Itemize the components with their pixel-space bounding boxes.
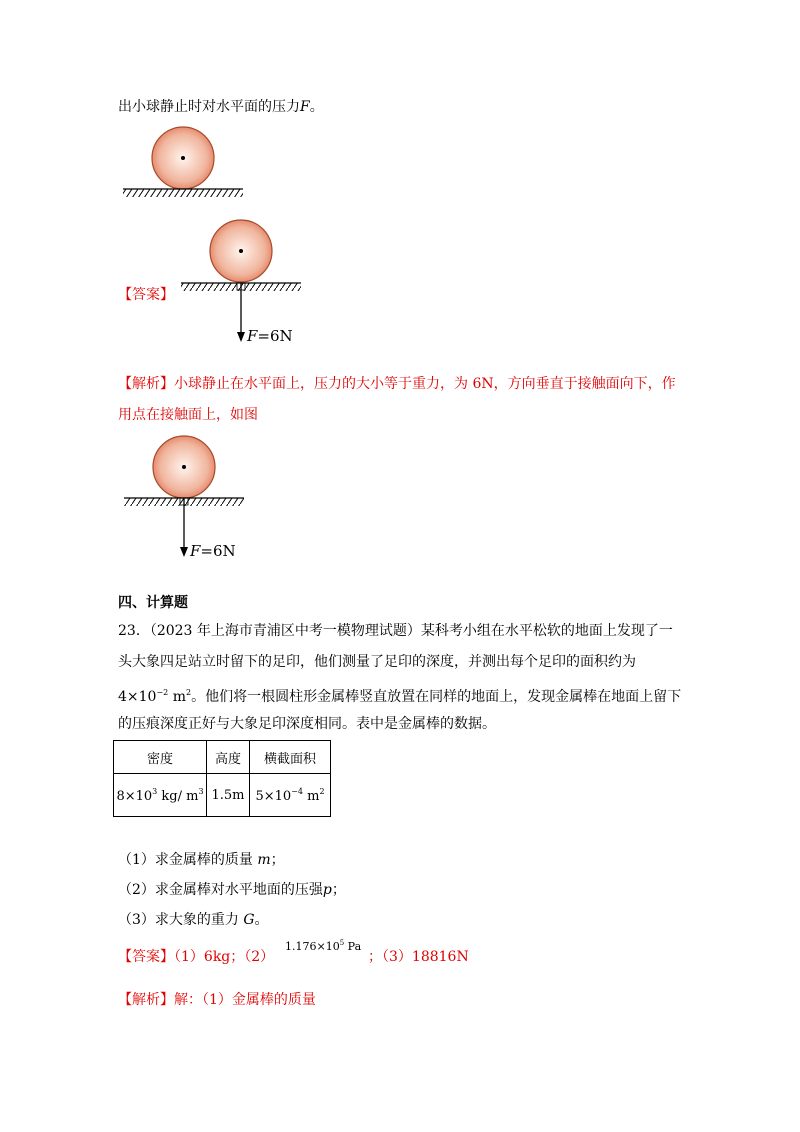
sub-question-3 (118, 910, 269, 930)
answer-tag-1: 【答案】 (118, 287, 174, 303)
sub-question-1-text: （1）求金属棒的质量 (118, 852, 258, 868)
table-row (114, 774, 331, 817)
cell-height: 1.5m (207, 774, 250, 817)
density-exp: 3 (152, 786, 158, 796)
sub-question-1-var: m (257, 852, 271, 868)
sub-question-1-end: ； (270, 852, 285, 868)
area-unit-exp: 2 (319, 786, 325, 796)
cell-area (250, 774, 331, 817)
q23-line-4: 的压痕深度正好与大象足印深度相同。表中是金属棒的数据。 (118, 716, 496, 732)
section-title: 四、计算题 (118, 595, 188, 611)
sub-question-3-text: （3）求大象的重力 (118, 912, 244, 928)
answer-tag-2: 【答案】 (118, 949, 174, 965)
intro-end: 。 (309, 99, 324, 115)
force-value-1: =6N (257, 327, 293, 345)
analysis-1-text-1: 小球静止在水平面上，压力的大小等于重力，为 6N，方向垂直于接触面向下，作 (174, 376, 676, 392)
intro-force-var: F (300, 99, 310, 115)
analysis-tag-1: 【解析】 (118, 376, 174, 392)
force-arrow-2 (180, 498, 188, 557)
force-var-1: F (247, 327, 258, 345)
answer-2-part-1: （1）6kg；（2） (174, 949, 275, 965)
header-density: 密度 (114, 741, 207, 774)
analysis-2-line (118, 990, 316, 1010)
table-header-row (114, 741, 331, 774)
pressure-answer-value (285, 936, 361, 954)
area-exp: −4 (291, 786, 303, 796)
sub-question-1 (118, 850, 285, 870)
footprint-unit-exp: 2 (185, 688, 192, 697)
pressure-exp: 5 (339, 939, 345, 947)
footprint-exp: −2 (156, 688, 169, 697)
q23-line-3-text: 。他们将一根圆柱形金属棒竖直放置在同样的地面上，发现金属棒在地面上留下 (191, 689, 682, 705)
analysis-1-line-2: 用点在接触面上，如图 (118, 407, 258, 423)
q23-line-1: 23．（2023 年上海市青浦区中考一模物理试题）某科考小组在水平松软的地面上发现了一 (118, 623, 673, 639)
intro-text: 出小球静止时对水平面的压力 (118, 99, 300, 115)
sub-question-2-var: p (322, 882, 332, 898)
q23-line-3 (118, 683, 681, 707)
header-height: 高度 (207, 741, 250, 774)
pressure-unit: Pa (344, 940, 362, 953)
sub-question-3-end: 。 (254, 912, 269, 928)
force-var-2: F (190, 542, 201, 560)
header-area: 横截面积 (250, 741, 331, 774)
density-unit: kg/ m (157, 788, 199, 804)
answer-2-part-2: ；（3）18816N (368, 949, 469, 965)
rod-data-table (113, 740, 331, 817)
ball-3 (153, 436, 215, 498)
analysis-2-text: 解：（1）金属棒的质量 (174, 992, 316, 1008)
q23-line-2: 头大象四足站立时留下的足印，他们测量了足印的深度，并测出每个足印的面积约为 (118, 654, 636, 670)
area-unit: m (302, 788, 320, 804)
density-unit-exp: 3 (198, 786, 204, 796)
answer-2-line (118, 947, 274, 967)
force-label-2 (190, 541, 236, 561)
cell-density (114, 774, 207, 817)
sub-question-3-var: G (243, 912, 255, 928)
area-base: 5×10 (255, 788, 292, 804)
density-base: 8×10 (116, 788, 153, 804)
footprint-area-value (118, 689, 191, 705)
sub-question-2-text: （2）求金属棒对水平地面的压强 (118, 882, 323, 898)
pressure-base: 1.176×10 (285, 940, 340, 953)
analysis-tag-2: 【解析】 (118, 992, 174, 1008)
footprint-unit: m (168, 689, 186, 705)
sub-question-2-end: ； (331, 882, 346, 898)
sub-question-2 (118, 880, 346, 900)
footprint-base: 4×10 (118, 689, 157, 705)
force-value-2: =6N (200, 542, 236, 560)
